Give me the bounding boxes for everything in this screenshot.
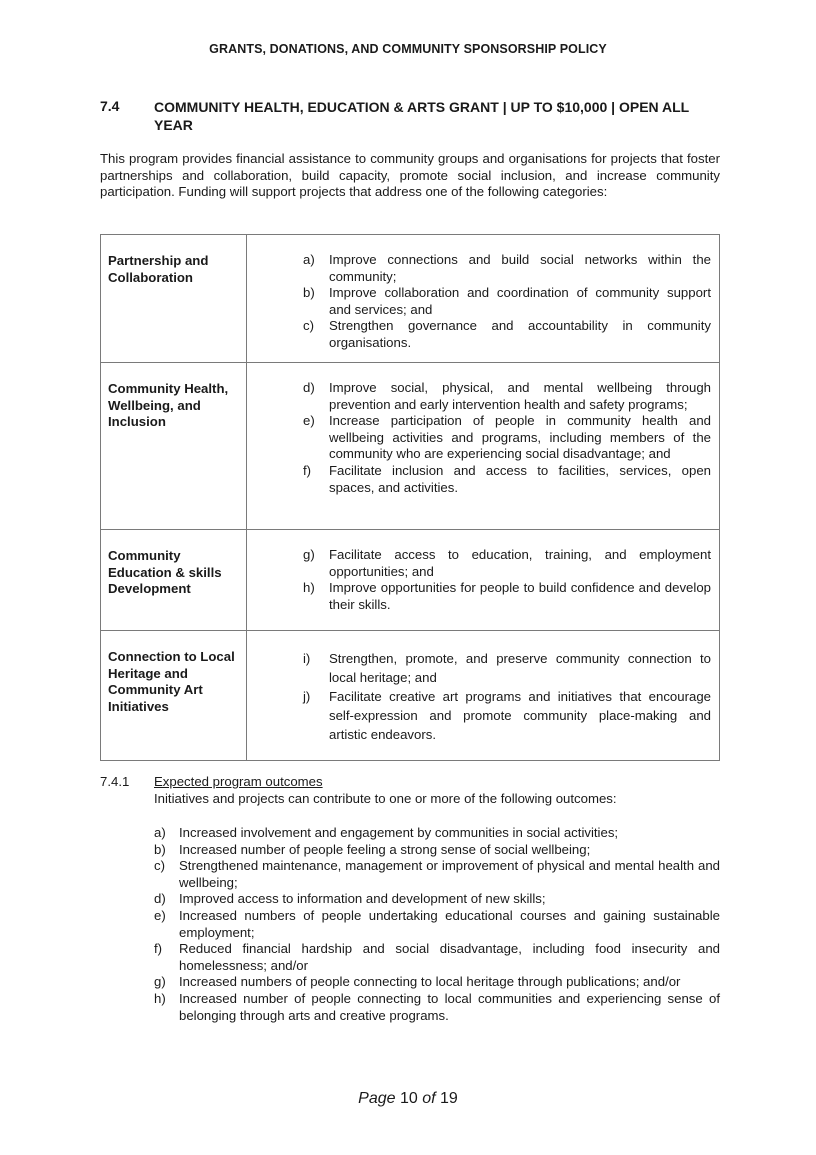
list-item [154,842,720,859]
item-letter: c) [303,318,314,334]
page-word: Page [358,1090,396,1107]
table-row [101,631,720,761]
section-title: COMMUNITY HEALTH, EDUCATION & ARTS GRANT | UP TO $10,000 | OPEN ALL YEAR [154,99,689,133]
list-item [257,318,711,351]
category-items [247,363,720,530]
category-name: Partnership and Collaboration [101,235,247,363]
list-item [257,649,711,687]
outcome-text: Increased number of people connecting to local communities and experiencing sense of belonging through arts and creative programs. [179,990,720,1023]
list-item [154,858,720,891]
item-text: Strengthen, promote, and preserve community connection to local heritage; and [329,651,711,685]
list-item [154,974,720,991]
outcome-text: Increased numbers of people undertaking educational courses and gaining sustainable employment; [179,907,720,940]
of-word: of [422,1090,436,1107]
section-intro: This program provides financial assistance to community groups and organisations for projects that foster partnerships and collaboration, build capacity, promote social inclusion, and increase community participation. Funding will support projects that address one of the following categories: [100,151,720,200]
categories-table [100,234,720,761]
page-footer [0,1090,816,1108]
category-items [247,530,720,631]
item-letter: a) [303,252,315,267]
category-name: Community Health, Wellbeing, and Inclusion [101,363,247,530]
item-text: Strengthen governance and accountability in community organisations. [329,318,711,350]
category-items [247,235,720,363]
outcome-text: Increased number of people feeling a strong sense of social wellbeing; [179,841,591,857]
item-letter: f) [303,462,312,478]
page-total: 19 [440,1090,458,1107]
list-item [154,908,720,941]
table-row [101,530,720,631]
item-text: Improve opportunities for people to build confidence and develop their skills. [329,580,711,612]
outcome-text: Reduced financial hardship and social disadvantage, including food insecurity and homelessness; and/or [179,941,720,973]
list-item [154,891,720,908]
item-text: Facilitate creative art programs and initiatives that encourage self-expression and promote community place-making and artistic endeavors. [329,689,711,742]
outcome-text: Improved access to information and development of new skills; [179,891,546,907]
outcome-text: Increased numbers of people connecting to local heritage through publications; and/or [179,974,681,990]
outcome-letter: a) [154,825,166,840]
page-current: 10 [399,1090,418,1107]
outcome-letter: c) [154,858,165,874]
item-text: Increase participation of people in community health and wellbeing activities and programs, including members of the community who are experiencing social disadvantage; and [329,413,711,462]
list-item [257,252,711,285]
list-item [257,580,711,613]
item-text: Improve collaboration and coordination of community support and services; and [329,285,711,317]
outcome-letter: d) [154,891,166,907]
list-item [257,687,711,744]
outcome-text: Strengthened maintenance, management or improvement of physical and mental health and wellbeing; [179,858,720,890]
item-letter: d) [303,380,315,395]
list-item [257,463,711,496]
outcome-letter: g) [154,974,166,990]
list-item [257,547,711,580]
item-letter: b) [303,285,315,301]
table-row [101,235,720,363]
section-number: 7.4 [100,98,120,114]
item-letter: g) [303,547,315,562]
outcome-text: Increased involvement and engagement by communities in social activities; [179,825,619,840]
item-text: Improve social, physical, and mental wellbeing through prevention and early intervention health and safety programs; [329,380,711,412]
table-row [101,363,720,530]
category-items [247,631,720,761]
subsection-number: 7.4.1 [100,774,130,789]
category-name: Community Education & skills Development [101,530,247,631]
list-item [257,413,711,463]
outcomes-list [154,825,720,1024]
outcome-letter: b) [154,841,166,857]
item-text: Facilitate access to education, training, and employment opportunities; and [329,547,711,579]
item-text: Facilitate inclusion and access to facilities, services, open spaces, and activities. [329,462,711,495]
item-letter: h) [303,580,315,596]
outcome-letter: h) [154,990,166,1006]
item-text: Improve connections and build social networks within the community; [329,252,711,284]
page-header: GRANTS, DONATIONS, AND COMMUNITY SPONSORSHIP POLICY [209,42,607,56]
list-item [257,380,711,413]
outcome-letter: f) [154,941,163,957]
item-letter: i) [303,651,311,666]
list-item [257,285,711,318]
list-item [154,825,720,842]
subsection-intro: Initiatives and projects can contribute to one or more of the following outcomes: [154,791,617,806]
subsection-title: Expected program outcomes [154,774,323,789]
category-name: Connection to Local Heritage and Community Art Initiatives [101,631,247,761]
list-item [154,941,720,974]
item-letter: j) [303,689,311,704]
list-item [154,991,720,1024]
item-letter: e) [303,413,315,429]
outcome-letter: e) [154,907,166,923]
